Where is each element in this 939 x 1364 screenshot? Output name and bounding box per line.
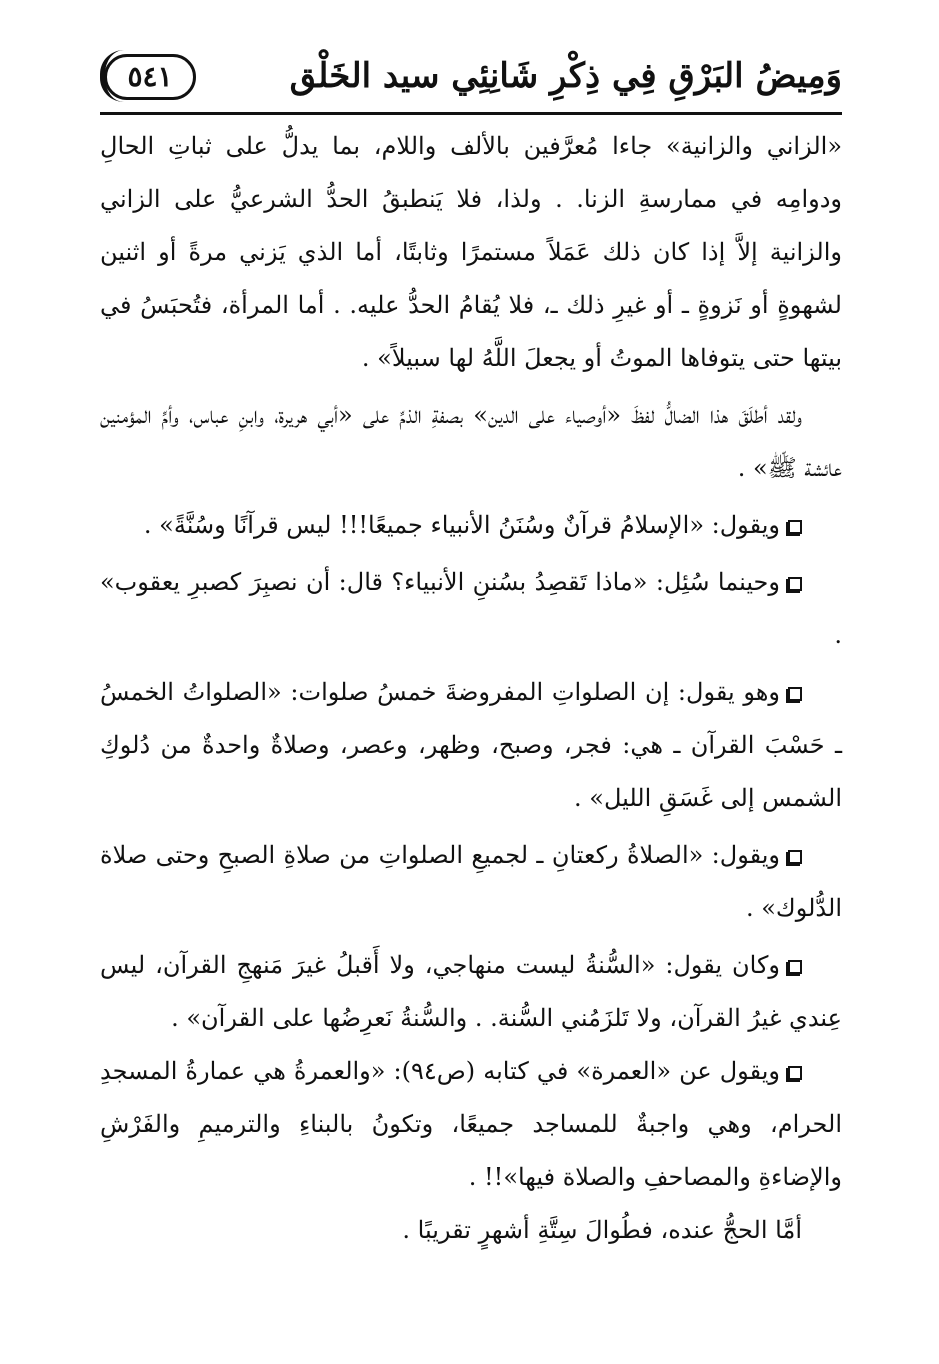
square-bullet-icon <box>788 850 802 864</box>
square-bullet-icon <box>788 520 802 534</box>
page-number: ٥٤١ <box>127 60 173 93</box>
paragraph: أمَّا الحجُّ عنده، فطُوالَ سِتَّةِ أشهرٍ تقريبًا . <box>402 1216 802 1244</box>
paragraph: ولقد أطلَقَ هذا الضالُّ لفظَ «أوصياء على الدين» بصفةِ الذمِّ على «أبي هريرة، وابنِ عباس، وأمِّ المؤمنين عائشة ﷺ» . <box>100 401 842 482</box>
square-bullet-icon <box>788 1066 802 1080</box>
square-bullet-icon <box>788 577 802 591</box>
bullet-text: وكان يقول: «السُّنةُ ليست منهاجي، ولا أَقبلُ غيرَ مَنهجِ القرآن، ليس عِندي غيرُ القرآن، ولا تَلزَمُني السُّنة. . والسُّنةُ نَعرِضُها على القرآن» . <box>100 951 842 1032</box>
bullet-text: وحينما سُئِل: «ماذا تَقصِدُ بسُننِ الأنبياء؟ قال: أن نصبِرَ كصبرِ يعقوب» . <box>100 568 842 649</box>
header-divider <box>100 112 842 115</box>
page-header <box>100 48 842 108</box>
square-bullet-icon <box>788 687 802 701</box>
page-number-badge <box>104 54 196 100</box>
running-title: وَمِيضُ البَرْقِ فِي ذِكْرِ شَانِئِي سيد الخَلْق <box>289 56 842 96</box>
page-body <box>100 120 842 1257</box>
bullet-text: ويقول: «الصلاةُ ركعتانِ ـ لجميعِ الصلواتِ من صلاةِ الصبحِ وحتى صلاة الدُّلوك» . <box>100 841 842 922</box>
bullet-item <box>100 556 842 662</box>
bullet-item <box>100 1045 842 1204</box>
bullet-text: ويقول عن «العمرة» في كتابه (ص٩٤): «والعمرةُ هي عمارةُ المسجدِ الحرام، وهي واجبةٌ للمساجد جميعًا، وتكونُ بالبناءِ والترميمِ والفَرْشِ والإضاءةِ والمصاحفِ والصلاة فيها»!! . <box>100 1057 842 1191</box>
paragraph: «الزاني والزانية» جاءا مُعرَّفين بالألف واللام، بما يدلُّ على ثباتِ الحالِ ودوامِه في ممارسةِ الزنا. . ولذا، فلا يَنطبقُ الحدُّ الشرعيُّ على الزاني والزانية إلاَّ إذا كان ذلك عَمَلاً مستمرًا وثابتًا، أما الذي يَزني مرةً أو اثنين لشهوةٍ أو نَزوةٍ ـ أو غيرِ ذلك ـ، فلا يُقامُ الحدُّ عليه. . أما المرأة، فتُحبَسُ في بيتها حتى يتوفاها الموتُ أو يجعلَ اللَّهُ لها سبيلاً» . <box>100 132 842 372</box>
square-bullet-icon <box>788 960 802 974</box>
bullet-text: ويقول: «الإسلامُ قرآنٌ وسُنَنُ الأنبياء جميعًا!!! ليس قرآنًا وسُنَّةً» . <box>143 511 780 539</box>
bullet-item <box>100 499 842 552</box>
bullet-text: وهو يقول: إن الصلواتِ المفروضةَ خمسُ صلوات: «الصلواتُ الخمسُ ـ حَسْبَ القرآن ـ هي: فجر، وصبح، وظهر، وعصر، وصلاةٌ واحدةٌ من دُلوكِ الشمس إلى غَسَقِ الليل» . <box>100 678 842 812</box>
bullet-item <box>100 829 842 935</box>
bullet-item <box>100 939 842 1045</box>
bullet-item <box>100 666 842 825</box>
